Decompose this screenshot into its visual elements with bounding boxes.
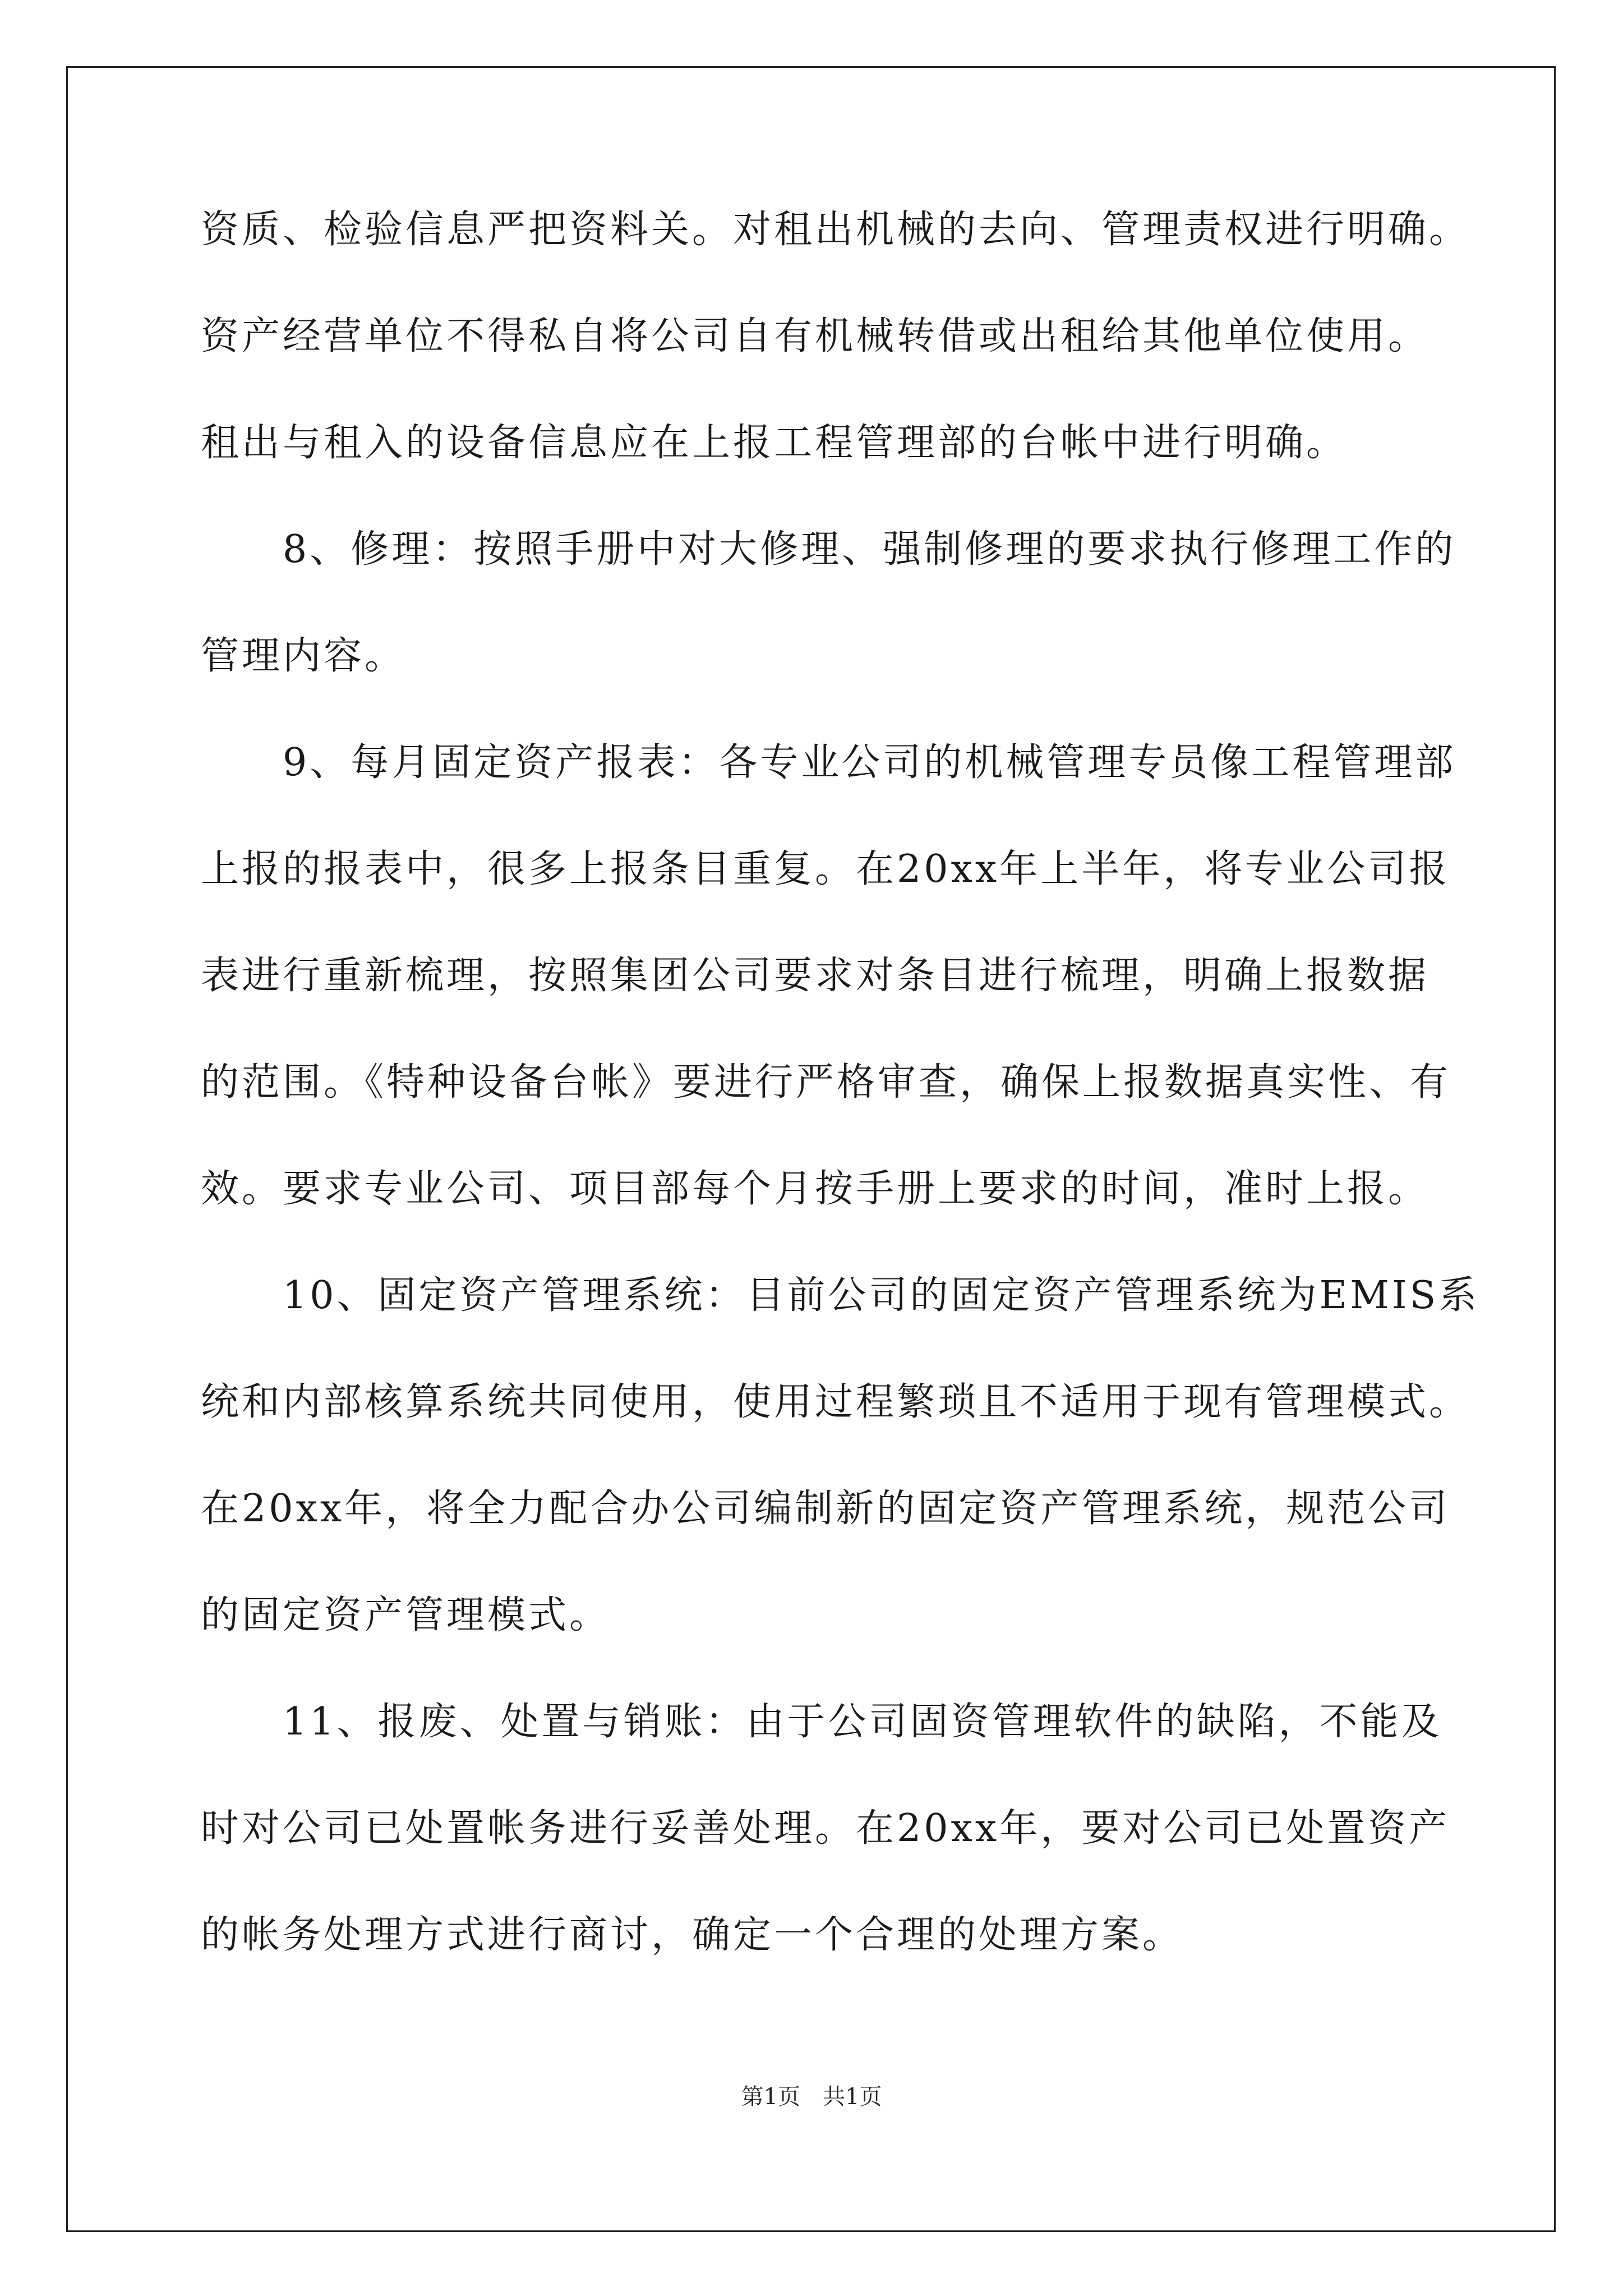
text-line: 10、固定资产管理系统：目前公司的固定资产管理系统为EMIS系 (201, 1273, 1480, 1318)
text-line: 时对公司已处置帐务进行妥善处理。在20xx年，要对公司已处置资产 (201, 1806, 1450, 1851)
text-line: 效。要求专业公司、项目部每个月按手册上要求的时间，准时上报。 (201, 1167, 1430, 1211)
text-line: 资产经营单位不得私自将公司自有机械转借或出租给其他单位使用。 (201, 314, 1430, 358)
text-line: 表进行重新梳理，按照集团公司要求对条目进行梳理，明确上报数据 (201, 954, 1430, 998)
text-line: 8、修理：按照手册中对大修理、强制修理的要求执行修理工作的 (201, 527, 1456, 572)
text-line: 上报的报表中，很多上报条目重复。在20xx年上半年，将专业公司报 (201, 847, 1450, 891)
text-line: 统和内部核算系统共同使用，使用过程繁琐且不适用于现有管理模式。 (201, 1380, 1470, 1424)
text-line: 的固定资产管理模式。 (201, 1593, 611, 1637)
text-line: 管理内容。 (201, 634, 406, 678)
text-line: 在20xx年，将全力配合办公司编制新的固定资产管理系统，规范公司 (201, 1487, 1450, 1531)
text-line: 租出与租入的设备信息应在上报工程管理部的台帐中进行明确。 (201, 421, 1348, 465)
text-line: 的帐务处理方式进行商讨，确定一个合理的处理方案。 (201, 1913, 1184, 1957)
text-line: 的范围。《特种设备台帐》要进行严格审查，确保上报数据真实性、有 (201, 1060, 1451, 1105)
text-line: 9、每月固定资产报表：各专业公司的机械管理专员像工程管理部 (201, 740, 1456, 785)
page-number-footer: 第1页 共1页 (741, 2084, 882, 2110)
text-line: 11、报废、处置与销账：由于公司固资管理软件的缺陷，不能及 (201, 1700, 1442, 1744)
text-line: 资质、检验信息严把资料关。对租出机械的去向、管理责权进行明确。 (201, 208, 1470, 252)
